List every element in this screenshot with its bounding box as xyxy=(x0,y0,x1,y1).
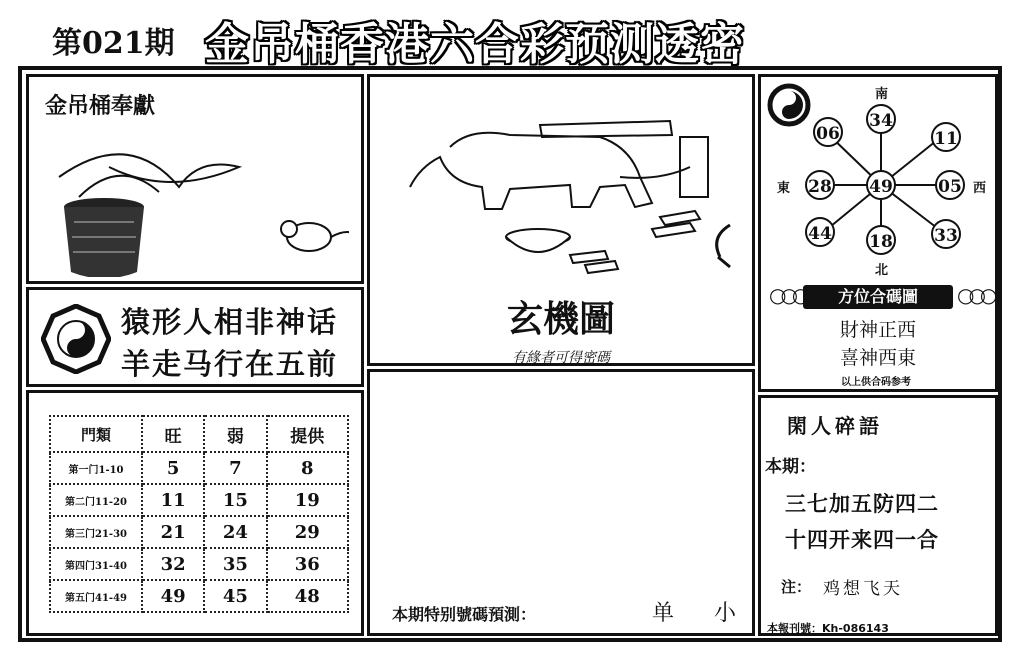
number-s: 18 xyxy=(866,225,896,255)
compass-east: 東 xyxy=(777,181,791,196)
center-bottom-panel xyxy=(367,369,755,636)
cell-tigong: 48 xyxy=(267,580,348,612)
compass-west: 西 xyxy=(973,181,987,196)
cell-wang: 49 xyxy=(142,580,204,612)
cell-ruo: 45 xyxy=(204,580,266,612)
cell-tigong: 36 xyxy=(267,548,348,580)
compass-line-2: 喜神西東 xyxy=(839,347,916,369)
left-top-heading: 金吊桶奉獻 xyxy=(45,94,156,119)
poem-line-2: 羊走马行在五前 xyxy=(121,347,339,381)
table-row xyxy=(50,548,348,580)
table-header: 弱 xyxy=(204,416,266,452)
elephant-illustration xyxy=(390,107,740,287)
cell-wang: 5 xyxy=(142,452,204,484)
number-sw: 44 xyxy=(805,217,835,247)
bagua-icon xyxy=(41,304,111,374)
cell-ruo: 15 xyxy=(204,484,266,516)
banner-right-decoration: ○○○ xyxy=(957,283,992,307)
bucket-mouse-illustration xyxy=(49,137,349,277)
compass-panel xyxy=(758,74,998,392)
cell-tigong: 8 xyxy=(267,452,348,484)
table-header: 提供 xyxy=(267,416,348,452)
compass-line-1: 財神正西 xyxy=(839,319,916,341)
this-issue-label: 本期： xyxy=(765,457,816,477)
number-table xyxy=(49,415,349,613)
banner: 方位合碼圖 xyxy=(803,285,953,309)
cell-tigong: 19 xyxy=(267,484,348,516)
center-top-panel xyxy=(367,74,755,366)
table-row xyxy=(50,516,348,548)
row-label: 第三门21-30 xyxy=(50,516,142,548)
table-panel xyxy=(26,390,364,636)
publisher-number: 本報刊號：Kh-086143 xyxy=(767,622,889,635)
poem-panel xyxy=(26,287,364,387)
page-title: 金吊桶香港六合彩预测透密 xyxy=(205,19,745,70)
compass-note: 以上供合码参考 xyxy=(841,377,911,388)
number-se: 33 xyxy=(931,219,961,249)
compass-north: 北 xyxy=(875,263,889,278)
row-label: 第四门31-40 xyxy=(50,548,142,580)
cell-wang: 32 xyxy=(142,548,204,580)
center-subtitle: 有緣者可得密碼 xyxy=(512,350,610,366)
left-top-panel xyxy=(26,74,364,284)
idle-heading: 閑人碎語 xyxy=(787,414,883,438)
idle-talk-panel xyxy=(758,395,998,636)
number-e: 05 xyxy=(935,170,965,200)
row-label: 第二门11-20 xyxy=(50,484,142,516)
number-center: 49 xyxy=(866,170,896,200)
cell-ruo: 7 xyxy=(204,452,266,484)
table-row xyxy=(50,452,348,484)
row-label: 第五门41-49 xyxy=(50,580,142,612)
number-nw: 06 xyxy=(813,117,843,147)
idle-line-1: 三七加五防四二 xyxy=(785,491,939,516)
compass-south: 南 xyxy=(875,87,889,102)
table-header: 旺 xyxy=(142,416,204,452)
note-text: 鸡想飞天 xyxy=(823,579,903,599)
table-row xyxy=(50,580,348,612)
table-header-row xyxy=(50,416,348,452)
cell-wang: 11 xyxy=(142,484,204,516)
cell-ruo: 24 xyxy=(204,516,266,548)
banner-left-decoration: ○○○ xyxy=(769,283,804,307)
special-label: 本期特别號碼預測： xyxy=(392,605,537,624)
idle-line-2: 十四开来四一合 xyxy=(785,527,939,552)
row-label: 第一门1-10 xyxy=(50,452,142,484)
table-row xyxy=(50,484,348,516)
number-n: 34 xyxy=(866,104,896,134)
issue-number: 第021期 xyxy=(52,26,175,61)
poem-line-1: 猿形人相非神话 xyxy=(121,305,339,339)
cell-ruo: 35 xyxy=(204,548,266,580)
note-label: 注： xyxy=(781,578,812,596)
cell-wang: 21 xyxy=(142,516,204,548)
cell-tigong: 29 xyxy=(267,516,348,548)
number-ne: 11 xyxy=(931,122,961,152)
special-value-1: 单 xyxy=(652,601,675,626)
table-header: 門類 xyxy=(50,416,142,452)
special-value-2: 小 xyxy=(714,601,737,626)
center-title: 玄機圖 xyxy=(506,298,615,340)
number-w: 28 xyxy=(805,170,835,200)
